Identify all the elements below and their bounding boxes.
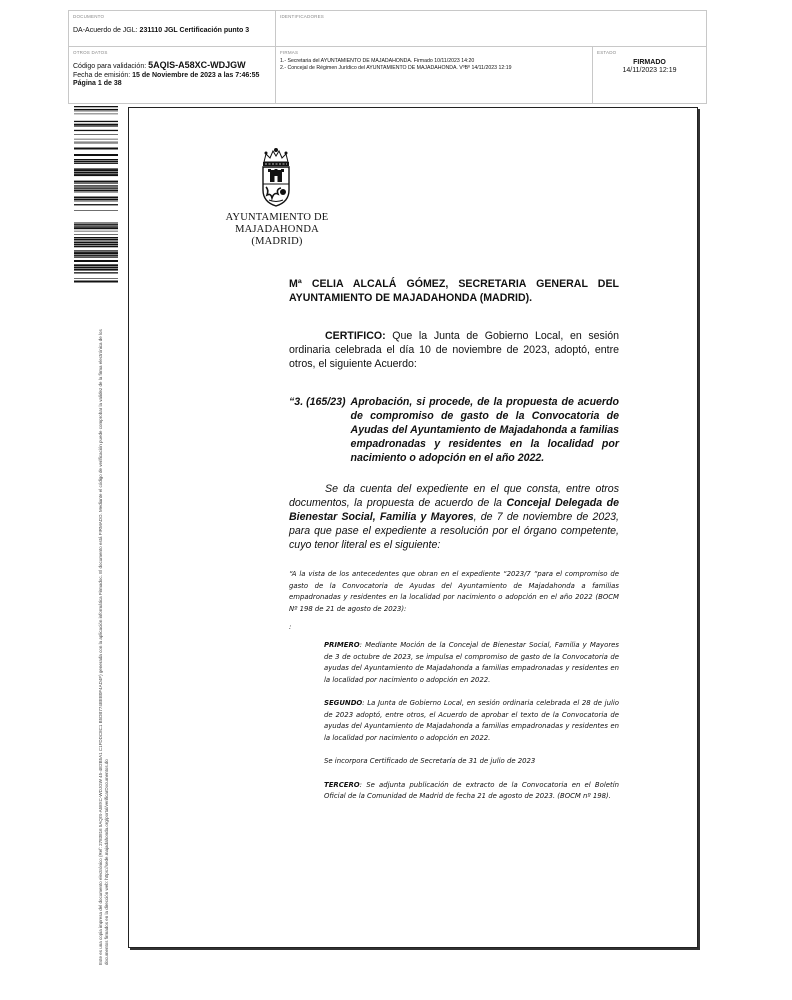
barcode-bar xyxy=(74,269,118,271)
firmas-label: FIRMAS xyxy=(280,50,299,55)
org-line: MAJADAHONDA xyxy=(235,224,319,235)
issue-date: 15 de Noviembre de 2023 a las 7:46:55 xyxy=(132,71,260,79)
coat-of-arms-icon xyxy=(255,146,297,208)
barcode-bar xyxy=(74,199,118,200)
barcode-bar xyxy=(74,185,118,186)
quote-colon: : xyxy=(289,622,292,631)
cuenta-paragraph: Se da cuenta del expediente en el que consta, entre otros documentos, la propuesta de acuerdo de la Concejal Delegada de Bienestar Social, Familia y Mayores, de 7 de noviembre de 2023, para que pase el expediente a resolución por el órgano competente, cuyo tenor literal es el siguiente: xyxy=(289,483,620,551)
barcode-bar xyxy=(74,237,118,238)
acuerdo-title: Aprobación, si procede, de la propuesta de acuerdo de compromiso de gasto de la Convocatoria de Ayudas del Ayuntamiento de Majadahonda a familias empadronadas y residentes en la localidad por nacimiento o adopción en el año 2022. xyxy=(350,396,619,464)
incorpora-paragraph: Se incorpora Certificado de Secretaría de 31 de julio de 2023 xyxy=(324,757,536,766)
barcode-bar xyxy=(74,190,118,191)
quote-paragraph: “A la vista de los antecedentes que obran en el expediente “2023/7 “para el compromiso de gasto de la Convocatoria de Ayudas del Ayuntamiento de Majadahonda a familias empadronadas y residentes en la localidad por nacimiento o adopción en el año 2022 (BOCM Nº 198 de 21 de agosto de 2023): xyxy=(289,570,619,613)
barcode-bar xyxy=(74,255,118,256)
document-header-table xyxy=(68,10,707,104)
estado-date: 14/11/2023 12:19 xyxy=(622,67,677,74)
barcode-bar xyxy=(74,234,118,235)
org-line: (MADRID) xyxy=(251,236,303,247)
barcode-bar xyxy=(74,183,118,184)
barcode-bar xyxy=(74,154,118,156)
barcode-bar xyxy=(74,204,118,205)
identificadores-cell xyxy=(276,11,706,47)
barcode-bar xyxy=(74,187,118,188)
barcode-bar xyxy=(74,210,118,211)
barcode-bar xyxy=(74,192,118,193)
barcode-bar xyxy=(74,124,118,126)
certifico-paragraph: CERTIFICO: Que la Junta de Gobierno Local, en sesión ordinaria celebrada el día 10 de noviembre de 2023, adoptó, entre otros, el siguiente Acuerdo: xyxy=(289,330,619,370)
barcode-bar xyxy=(74,148,118,150)
barcode-bar xyxy=(74,250,118,251)
firmas-cell xyxy=(276,47,593,103)
barcode-bar xyxy=(74,264,118,266)
barcode-bar xyxy=(74,174,118,176)
barcode-bar xyxy=(74,161,118,162)
barcode-bar xyxy=(74,139,118,140)
otros-datos-cell xyxy=(69,47,276,103)
primero-paragraph: PRIMERO: Mediante Moción de la Concejal de Bienestar Social, Familia y Mayores de 3 de octubre de 2023, se impulsa el compromiso de gasto de la Convocatoria de ayudas del Ayuntamiento de Majadahonda a familias empadronadas y residentes en la localidad por nacimiento o adopción en 2022. xyxy=(324,641,619,684)
barcode-bar xyxy=(74,181,118,183)
barcode-bar xyxy=(74,134,118,135)
documento-cell xyxy=(69,11,276,47)
barcode-bar xyxy=(74,239,118,240)
barcode-bar xyxy=(74,231,118,232)
barcode-bar xyxy=(74,159,118,160)
barcode-bar xyxy=(74,281,118,283)
firma-item: 2.- Concejal de Régimen Jurídico del AYUNTAMIENTO DE MAJADAHONDA. VºBº 14/11/2023 12:19 xyxy=(280,65,512,71)
validation-code-line: Código para validación: 5AQIS-A58XC-WDJGW xyxy=(73,60,246,70)
barcode-bar xyxy=(74,109,118,110)
barcode-bar xyxy=(74,143,118,144)
identificadores-label: IDENTIFICADORES xyxy=(280,14,325,19)
firma-item: 1.- Secretaria del AYUNTAMIENTO DE MAJADAHONDA. Firmado 10/11/2023 14:20 xyxy=(280,58,475,64)
barcode-bar xyxy=(74,244,118,246)
estado-cell xyxy=(593,47,706,103)
barcode-bar xyxy=(74,188,118,189)
barcode-bar xyxy=(74,130,118,131)
document-body xyxy=(289,277,619,810)
barcode-icon xyxy=(74,106,118,284)
issue-date-line: Fecha de emisión: 15 de Noviembre de 2023 a las 7:46:55 xyxy=(73,71,260,79)
barcode-bar xyxy=(74,260,118,262)
barcode-bar xyxy=(74,224,118,225)
barcode-bar xyxy=(74,225,118,226)
barcode-bar xyxy=(74,111,118,112)
documento-label: DOCUMENTO xyxy=(73,14,105,19)
page-count: Página 1 de 38 xyxy=(73,80,122,87)
organization-name xyxy=(214,212,340,248)
barcode-bar xyxy=(74,267,118,268)
barcode-bar xyxy=(74,168,118,169)
barcode-bar xyxy=(74,242,118,243)
verification-side-text: Este es una copia impresa del documento electrónico (Ref: 2783816 5AQIS-A58XC-WDJGW 45-4E2B5A1 C1FDDC8C1 B5DB774BEB0F4AD4F) generada con la aplicación informática Firmadoc. El documento está FIRMADO. Mediante el código de verificación puede comprobar la validez de la firma electrónica de los documentos firmados en la dirección web: https://sede.majadahonda.org/portal/verificarDocumentos.do xyxy=(98,329,109,965)
barcode-bar xyxy=(74,227,118,229)
barcode-bar xyxy=(74,169,118,171)
acuerdo-heading xyxy=(289,395,619,465)
org-line: AYUNTAMIENTO DE xyxy=(225,212,329,223)
barcode-bar xyxy=(74,126,118,127)
barcode-bar xyxy=(74,241,118,242)
barcode-bar xyxy=(74,223,118,224)
estado-value: FIRMADO xyxy=(633,59,666,66)
segundo-paragraph: SEGUNDO: La Junta de Gobierno Local, en sesión ordinaria celebrada el 28 de julio de 2023 adoptó, entre otros, el Acuerdo de aprobar el texto de la Convocatoria de ayudas del Ayuntamiento de Majadahonda a familias empadronadas y residentes en la localidad por nacimiento o adopción en 2022. xyxy=(324,699,619,742)
barcode-bar xyxy=(74,256,118,257)
otros-datos-label: OTROS DATOS xyxy=(73,50,108,55)
barcode-bar xyxy=(74,246,118,247)
barcode-bar xyxy=(74,172,118,174)
barcode-bar xyxy=(74,121,118,122)
barcode-bar xyxy=(74,252,118,254)
estado-label: ESTADO xyxy=(597,50,617,55)
barcode-bar xyxy=(74,197,118,199)
barcode-bar xyxy=(74,278,118,279)
validation-code: 5AQIS-A58XC-WDJGW xyxy=(148,60,246,70)
documento-value: DA-Acuerdo de JGL: 231110 JGL Certificación punto 3 xyxy=(73,27,250,34)
tercero-paragraph: TERCERO: Se adjunta publicación de extracto de la Convocatoria en el Boletín Oficial de la Comunidad de Madrid de fecha 21 de agosto de 2023. (BOCM nº 198). xyxy=(324,780,619,801)
barcode-bar xyxy=(74,106,118,107)
barcode-bar xyxy=(74,272,118,273)
document-title: Mª CELIA ALCALÁ GÓMEZ, SECRETARIA GENERAL DEL AYUNTAMIENTO DE MAJADAHONDA (MADRID). xyxy=(289,278,619,304)
acuerdo-number: “3. (165/23) xyxy=(289,396,346,408)
barcode-bar xyxy=(74,114,118,115)
barcode-bar xyxy=(74,163,118,164)
barcode-bar xyxy=(74,142,118,143)
barcode-bar xyxy=(74,201,118,202)
